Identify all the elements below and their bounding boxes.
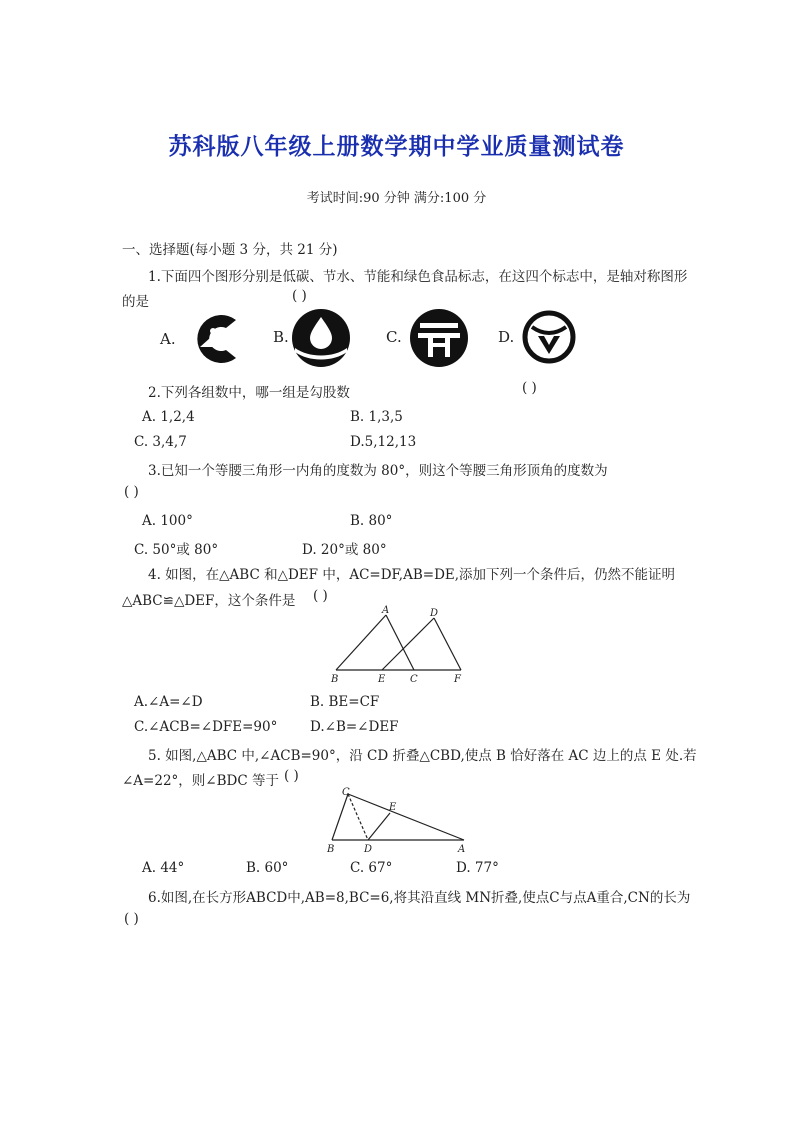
q4-option-d: D.∠B=∠DEF <box>310 719 399 735</box>
q2-stem: 2.下列各组数中，哪一组是勾股数 <box>148 385 350 401</box>
q5-triangle-figure <box>322 784 472 856</box>
point-label: B <box>331 674 339 685</box>
q3-answer-bracket: ( ) <box>124 484 139 500</box>
q3-option-a: A. 100° <box>142 513 193 529</box>
option-label: D. <box>498 328 515 346</box>
exam-meta: 考试时间:90 分钟 满分:100 分 <box>306 191 487 206</box>
q2-option-d: D.5,12,13 <box>350 434 417 450</box>
q6-answer-bracket: ( ) <box>124 911 139 927</box>
q1-stem-line1: 1.下面四个图形分别是低碳、节水、节能和绿色食品标志，在这四个标志中，是轴对称图形 <box>148 269 688 285</box>
point-label: F <box>454 674 461 685</box>
point-label: A <box>382 605 390 616</box>
q5-stem-line2: ∠A=22°，则∠BDC 等于 <box>122 773 279 789</box>
page-title: 苏科版八年级上册数学期中学业质量测试卷 <box>168 134 625 160</box>
option-label: A. <box>160 330 176 348</box>
point-label: C <box>410 674 418 685</box>
q4-option-c: C.∠ACB=∠DFE=90° <box>134 719 278 735</box>
q4-stem-line2: △ABC≌△DEF，这个条件是 <box>122 593 296 609</box>
q2-option-c: C. 3,4,7 <box>134 434 187 450</box>
q2-option-a: A. 1,2,4 <box>142 409 195 425</box>
point-label: B <box>327 844 335 855</box>
energy-saving-logo <box>408 308 470 368</box>
q5-option-d: D. 77° <box>456 860 499 876</box>
low-carbon-logo <box>186 310 248 368</box>
point-label: D <box>430 608 439 619</box>
q3-option-c: C. 50°或 80° <box>134 542 219 558</box>
q3-option-d: D. 20°或 80° <box>302 542 387 558</box>
point-label: E <box>378 674 386 685</box>
point-label: D <box>364 844 373 855</box>
q4-option-b: B. BE=CF <box>310 694 380 710</box>
q5-option-a: A. 44° <box>142 860 185 876</box>
water-saving-logo <box>291 308 353 368</box>
green-food-logo <box>522 310 576 364</box>
option-label: C. <box>386 328 402 346</box>
point-label: E <box>389 802 397 813</box>
q4-answer-bracket: ( ) <box>313 588 328 604</box>
point-label: A <box>458 844 466 855</box>
q3-stem: 3.已知一个等腰三角形一内角的度数为 80°，则这个等腰三角形顶角的度数为 <box>148 463 608 479</box>
point-label: C <box>342 787 350 798</box>
q2-answer-bracket: ( ) <box>522 380 537 396</box>
section-heading: 一、选择题(每小题 3 分，共 21 分) <box>122 242 338 258</box>
option-label: B. <box>273 328 289 346</box>
q6-stem: 6.如图,在长方形ABCD中,AB=8,BC=6,将其沿直线 MN折叠,使点C与点A重合,CN的长为 <box>148 890 691 906</box>
q5-option-b: B. 60° <box>246 860 289 876</box>
q5-option-c: C. 67° <box>350 860 393 876</box>
q1-answer-bracket: ( ) <box>292 288 307 304</box>
q4-option-a: A.∠A=∠D <box>134 694 203 710</box>
q5-answer-bracket: ( ) <box>284 768 299 784</box>
q4-stem-line1: 4. 如图，在△ABC 和△DEF 中，AC=DF,AB=DE,添加下列一个条件后，仍然不能证明 <box>148 567 676 583</box>
q4-triangle-figure <box>326 603 471 685</box>
q3-option-b: B. 80° <box>350 513 393 529</box>
q2-option-b: B. 1,3,5 <box>350 409 403 425</box>
q1-stem-line2: 的是 <box>122 294 149 310</box>
q5-stem-line1: 5. 如图,△ABC 中,∠ACB=90°，沿 CD 折叠△CBD,使点 B 恰好落在 AC 边上的点 E 处.若 <box>148 748 697 764</box>
